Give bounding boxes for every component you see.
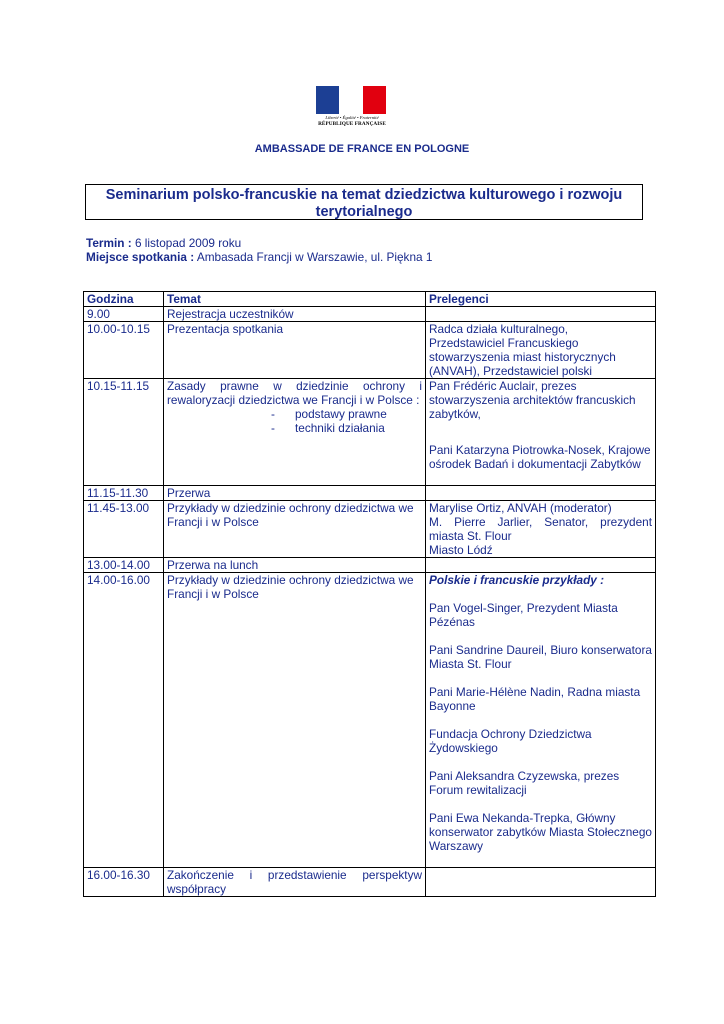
row-time: 13.00-14.00	[84, 558, 164, 573]
table-row	[84, 573, 656, 868]
speaker-line: Pani Marie-Hélène Nadin, Radna miasta Bayonne	[429, 685, 641, 713]
row-time: 10.15-11.15	[84, 379, 164, 486]
speaker-line: Pani Ewa Nekanda-Trepka, Główny konserwator zabytków Miasta Stołecznego Warszawy	[429, 811, 652, 853]
table-row	[84, 501, 656, 558]
bullet-item: - podstawy prawne	[271, 407, 422, 421]
table-row	[84, 322, 656, 379]
row-topic: Przerwa	[164, 486, 426, 501]
topic-bullets	[167, 407, 422, 435]
table-header-row	[84, 292, 656, 307]
speaker-line: Pani Aleksandra Czyzewska, prezes Forum rewitalizacji	[429, 769, 620, 797]
speaker-line: Fundacja Ochrony Dziedzictwa Żydowskiego	[429, 727, 592, 755]
row-topic: Przerwa na lunch	[164, 558, 426, 573]
table-row	[84, 868, 656, 897]
header-topic: Temat	[164, 292, 426, 307]
term-line	[86, 236, 241, 250]
row-topic	[164, 379, 426, 486]
row-topic: Rejestracja uczestników	[164, 307, 426, 322]
row-time: 10.00-10.15	[84, 322, 164, 379]
table-row	[84, 558, 656, 573]
republic-name: RÉPUBLIQUE FRANÇAISE	[318, 121, 386, 127]
seminar-title: Seminarium polsko-francuskie na temat dziedzictwa kulturowego i rozwoju terytorialnego	[85, 184, 643, 220]
row-speakers	[426, 558, 656, 573]
marianne-profile-icon	[316, 86, 386, 114]
row-speakers	[426, 573, 656, 868]
speaker-line: stowarzyszenia miast historycznych	[429, 350, 616, 364]
header-speakers: Prelegenci	[426, 292, 656, 307]
speaker-line: Przedstawiciel Francuskiego	[429, 336, 579, 350]
place-value: Ambasada Francji w Warszawie, ul. Piękna 1	[196, 250, 433, 264]
row-time: 16.00-16.30	[84, 868, 164, 897]
speaker-line: (ANVAH), Przedstawiciel polski	[429, 364, 593, 378]
row-topic: Prezentacja spotkania	[164, 322, 426, 379]
row-speakers	[426, 868, 656, 897]
row-time: 11.15-11.30	[84, 486, 164, 501]
row-speakers	[426, 322, 656, 379]
speaker-line: M. Pierre Jarlier, Senator, prezydent miasta St. Flour	[429, 515, 652, 543]
row-topic: Zakończenie i przedstawienie perspektyw współpracy	[164, 868, 426, 897]
table-row	[84, 486, 656, 501]
term-label: Termin :	[86, 236, 132, 250]
place-line	[86, 250, 432, 264]
embassy-name: AMBASSADE DE FRANCE EN POLOGNE	[254, 143, 470, 155]
row-time: 11.45-13.00	[84, 501, 164, 558]
republic-motto: Liberté • Égalité • Fraternité	[325, 115, 379, 120]
speaker-line: Pani Katarzyna Piotrowka-Nosek, Krajowe ośrodek Badań i dokumentacji Zabytków	[429, 443, 651, 471]
row-time: 14.00-16.00	[84, 573, 164, 868]
bullet-item: - techniki działania	[271, 421, 422, 435]
row-speakers	[426, 307, 656, 322]
place-label: Miejsce spotkania :	[86, 250, 195, 264]
speaker-line: Pan Frédéric Auclair, prezes stowarzyszenia architektów francuskich zabytków,	[429, 379, 636, 421]
program-table	[83, 291, 656, 897]
row-topic: Przykłady w dziedzinie ochrony dziedzictwa we Francji i w Polsce	[164, 573, 426, 868]
header-time: Godzina	[84, 292, 164, 307]
row-speakers	[426, 379, 656, 486]
row-speakers	[426, 486, 656, 501]
row-speakers	[426, 501, 656, 558]
table-row	[84, 379, 656, 486]
speaker-line: Pan Vogel-Singer, Prezydent Miasta Pézénas	[429, 601, 618, 629]
speaker-line: Marylise Ortiz, ANVAH (moderator)	[429, 501, 612, 515]
row-time: 9.00	[84, 307, 164, 322]
speakers-heading: Polskie i francuskie przykłady :	[429, 573, 605, 587]
topic-text: Zasady prawne w dziedzinie ochrony i rewaloryzacji dziedzictwa we Francji i w Polsce :	[167, 379, 422, 407]
term-value: 6 listopad 2009 roku	[134, 236, 242, 250]
speaker-line: Radca działa kulturalnego,	[429, 322, 569, 336]
row-topic: Przykłady w dziedzinie ochrony dziedzictwa we Francji i w Polsce	[164, 501, 426, 558]
speaker-line: Miasto Lódź	[429, 543, 493, 557]
speaker-line: Pani Sandrine Daureil, Biuro konserwatora Miasta St. Flour	[429, 643, 652, 671]
table-row	[84, 307, 656, 322]
republique-francaise-logo	[316, 86, 388, 132]
